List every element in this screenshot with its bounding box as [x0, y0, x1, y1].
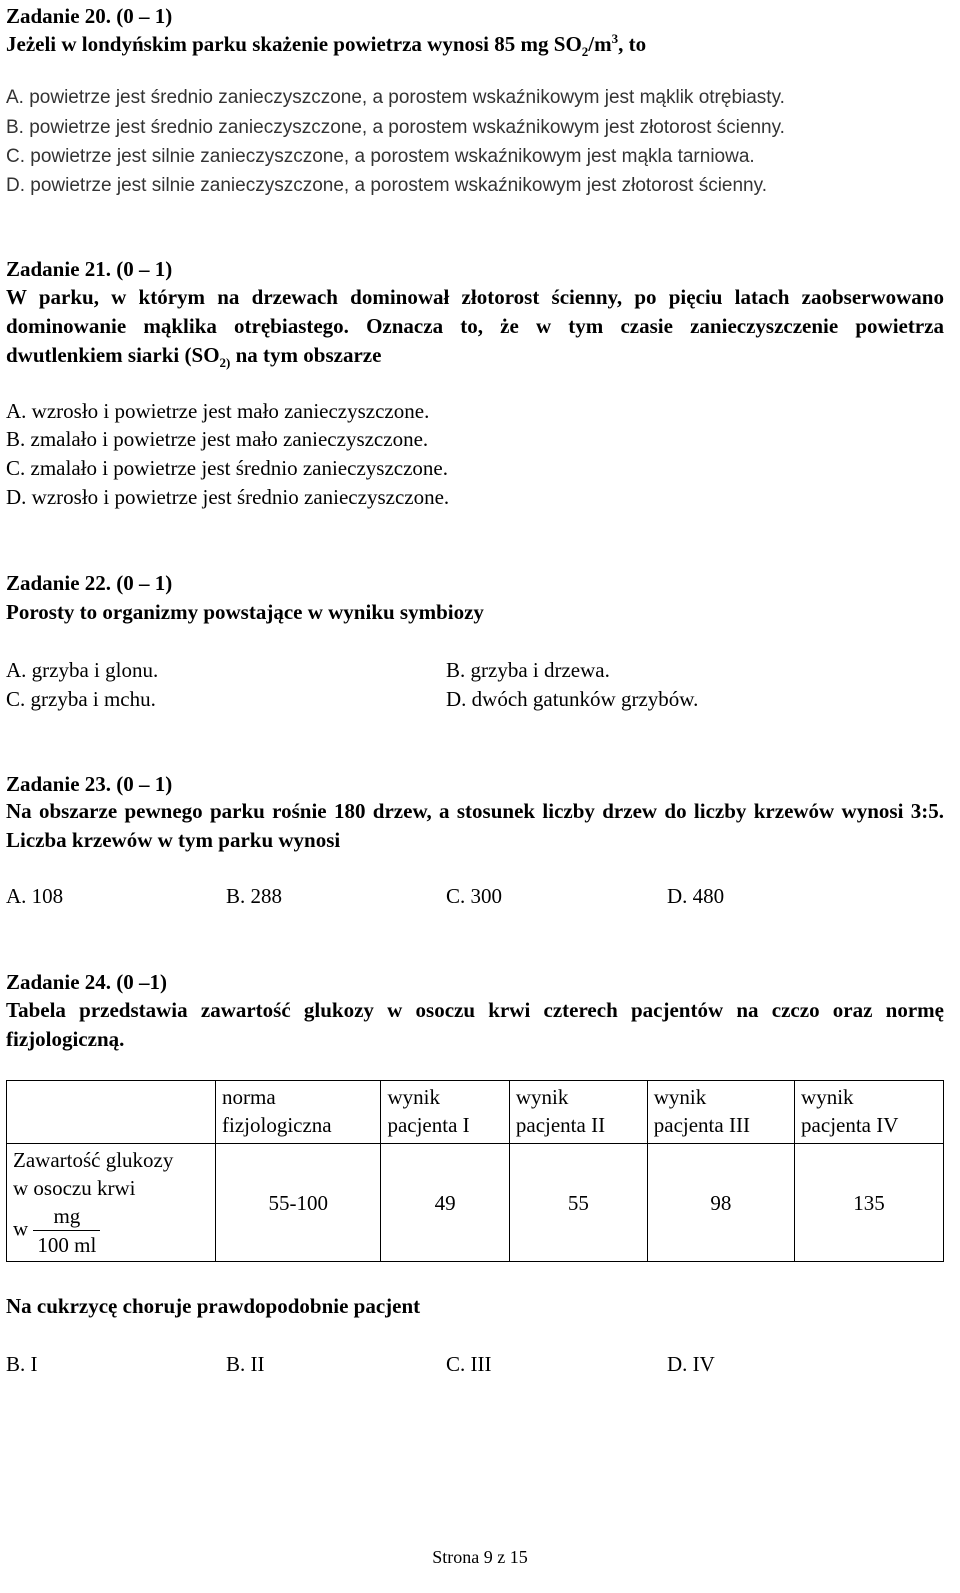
header-line-2: pacjenta I: [387, 1113, 470, 1137]
header-line-2: pacjenta II: [515, 1113, 606, 1137]
task-20-option-d: D. powietrze jest silnie zanieczyszczone, a porostem wskaźnikowym jest złotorost ścienny.: [6, 175, 767, 196]
task-21-question-text: W parku, w którym na drzewach dominował złotorost ścienny, po pięciu latach zaobserwowano dominowanie mąklika otrębiastego. Oznacza to, że w tym czasie zanieczyszczenie powietrza dwutlenkiem siarki (SO: [6, 285, 944, 367]
task-20-unit: /m: [588, 32, 612, 56]
task-24-title: Zadanie 24. (0 –1): [6, 970, 168, 994]
task-23-option-d: D. 480: [667, 884, 725, 908]
table-header-patient-2: [509, 1081, 647, 1144]
task-22-question: Porosty to organizmy powstające w wyniku symbiozy: [6, 600, 484, 624]
task-21-option-b: B. zmalało i powietrze jest mało zanieczyszczone.: [6, 427, 429, 451]
table-header-patient-1: [381, 1081, 509, 1144]
task-23-option-a: A. 108: [6, 884, 64, 908]
task-21-question-end: na tym obszarze: [230, 343, 382, 367]
table-row: [7, 1144, 944, 1262]
task-24-option-c: C. III: [446, 1352, 492, 1376]
table-cell-patient-4: 135: [795, 1144, 944, 1262]
glucose-table: [6, 1080, 944, 1262]
task-23-option-c: C. 300: [446, 884, 503, 908]
task-20-superscript: 3: [611, 31, 619, 46]
task-21-subscript: 2): [219, 355, 231, 371]
row-label-line-1: Zawartość glukozy: [13, 1148, 174, 1172]
header-line-1: wynik: [801, 1085, 854, 1109]
table-corner-cell: [7, 1081, 216, 1144]
task-20-option-a: A. powietrze jest średnio zanieczyszczone, a porostem wskaźnikowym jest mąklik otrębiasty.: [6, 87, 785, 108]
header-line-2: pacjenta IV: [801, 1113, 899, 1137]
task-20-title: Zadanie 20. (0 – 1): [6, 4, 173, 28]
table-cell-patient-3: 98: [647, 1144, 794, 1262]
header-line-1: wynik: [515, 1085, 569, 1109]
task-21-option-c: C. zmalało i powietrze jest średnio zanieczyszczone.: [6, 456, 448, 480]
table-cell-patient-1: 49: [381, 1144, 509, 1262]
task-20-option-b: B. powietrze jest średnio zanieczyszczone, a porostem wskaźnikowym jest złotorost ścienny.: [6, 117, 785, 138]
row-label-line-2: w osoczu krwi: [13, 1176, 136, 1200]
fraction-numerator: mg: [33, 1202, 100, 1231]
task-20-question-text: Jeżeli w londyńskim parku skażenie powietrza wynosi 85 mg SO: [6, 32, 582, 56]
table-cell-norm: 55-100: [216, 1144, 381, 1262]
task-22-option-a: A. grzyba i glonu.: [6, 658, 159, 682]
task-22-option-c: C. grzyba i mchu.: [6, 687, 156, 711]
task-23-title: Zadanie 23. (0 – 1): [6, 772, 173, 796]
task-22-option-d: D. dwóch gatunków grzybów.: [446, 687, 699, 711]
task-24-option-d: D. IV: [667, 1352, 715, 1376]
task-21-question: [6, 283, 944, 370]
task-21-option-d: D. wzrosło i powietrze jest średnio zanieczyszczone.: [6, 485, 450, 509]
task-20-question: [6, 30, 646, 58]
task-20-subscript: 2: [581, 44, 589, 60]
task-22-title: Zadanie 22. (0 – 1): [6, 571, 173, 595]
task-21-option-a: A. wzrosło i powietrze jest mało zanieczyszczone.: [6, 399, 430, 423]
header-line-2: fizjologiczna: [222, 1113, 332, 1137]
header-line-1: wynik: [653, 1085, 707, 1109]
task-20-question-end: , to: [618, 32, 647, 56]
task-23-option-b: B. 288: [226, 884, 283, 908]
task-20-option-c: C. powietrze jest silnie zanieczyszczone, a porostem wskaźnikowym jest mąkla tarniowa.: [6, 146, 755, 167]
table-header-row: [7, 1081, 944, 1144]
table-header-patient-4: [795, 1081, 944, 1144]
table-header-patient-3: [647, 1081, 794, 1144]
table-header-norm: [216, 1081, 381, 1144]
unit-fraction: [33, 1202, 100, 1259]
fraction-denominator: 100 ml: [37, 1233, 97, 1257]
header-line-2: pacjenta III: [653, 1113, 750, 1137]
table-cell-patient-2: 55: [509, 1144, 647, 1262]
task-23-question: Na obszarze pewnego parku rośnie 180 drzew, a stosunek liczby drzew do liczby krzewów wynosi 3:5. Liczba krzewów w tym parku wynosi: [6, 799, 944, 852]
task-24-question-2: Na cukrzycę choruje prawdopodobnie pacjent: [6, 1294, 421, 1318]
task-24-option-b: B. II: [226, 1352, 265, 1376]
task-22-option-b: B. grzyba i drzewa.: [446, 658, 610, 682]
row-label-w: w: [13, 1216, 29, 1241]
header-line-1: wynik: [387, 1085, 440, 1109]
task-21-title: Zadanie 21. (0 – 1): [6, 257, 173, 281]
header-line-1: norma: [222, 1085, 276, 1109]
task-24-question: Tabela przedstawia zawartość glukozy w osoczu krwi czterech pacjentów na czczo oraz normę fizjologiczną.: [6, 998, 944, 1051]
table-row-label: [7, 1144, 216, 1262]
task-24-option-a: B. I: [6, 1352, 38, 1376]
page-number: Strona 9 z 15: [432, 1547, 528, 1567]
